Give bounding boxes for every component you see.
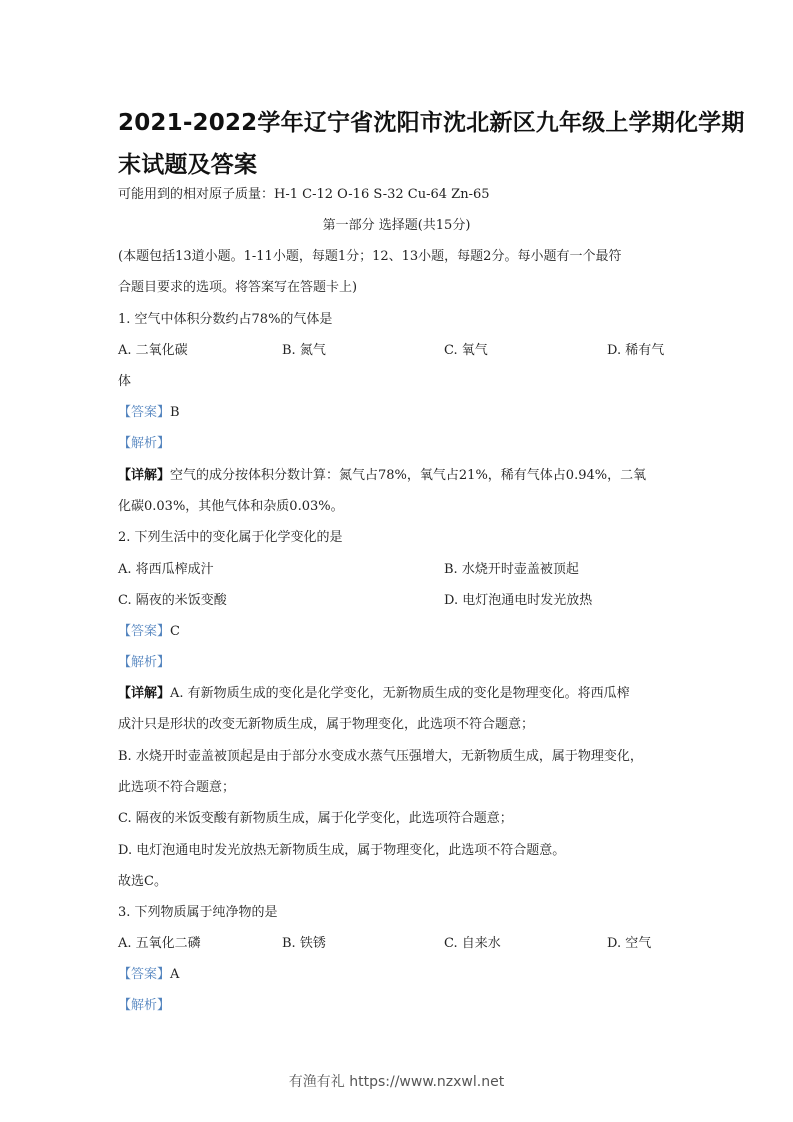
detail-tag: 【详解】 xyxy=(118,686,171,701)
question-1-option-a: A. 二氧化碳 xyxy=(118,343,188,358)
answer-tag: 【答案】 xyxy=(118,624,171,639)
question-2-option-d: D. 电灯泡通电时发光放热 xyxy=(444,593,593,608)
detail-text: A. 有新物质生成的变化是化学变化，无新物质生成的变化是物理变化。将西瓜榨 xyxy=(170,686,630,701)
footer-watermark: 有渔有礼 https://www.nzxwl.net xyxy=(288,1074,505,1090)
question-1-detail-line2: 化碳0.03%，其他气体和杂质0.03%。 xyxy=(118,499,344,514)
answer-value: C xyxy=(170,624,180,639)
document-title-line2: 末试题及答案 xyxy=(118,152,258,178)
question-2-detail-line2: 成汁只是形状的改变无新物质生成，属于物理变化，此选项不符合题意； xyxy=(118,717,535,732)
atomic-masses-note: 可能用到的相对原子质量：H-1 C-12 O-16 S-32 Cu-64 Zn-65 xyxy=(118,187,490,202)
question-2-option-c: C. 隔夜的米饭变酸 xyxy=(118,593,227,608)
detail-tag: 【详解】 xyxy=(118,468,171,483)
question-3-stem: 3. 下列物质属于纯净物的是 xyxy=(118,905,278,920)
question-3-answer xyxy=(118,967,179,983)
question-3-option-c: C. 自来水 xyxy=(444,936,501,951)
question-2-detail-line3: B. 水烧开时壶盖被顶起是由于部分水变成水蒸气压强增大，无新物质生成，属于物理变化， xyxy=(118,749,643,764)
analysis-tag: 【解析】 xyxy=(118,998,171,1013)
question-1-option-d: D. 稀有气 xyxy=(607,343,665,358)
answer-value: A xyxy=(170,967,180,982)
question-1-stem: 1. 空气中体积分数约占78%的气体是 xyxy=(118,312,333,327)
question-2-option-b: B. 水烧开时壶盖被顶起 xyxy=(444,562,579,577)
question-1-option-b: B. 氮气 xyxy=(282,343,326,358)
answer-tag: 【答案】 xyxy=(118,405,171,420)
question-2-stem: 2. 下列生活中的变化属于化学变化的是 xyxy=(118,530,343,545)
question-2-detail-line5: C. 隔夜的米饭变酸有新物质生成，属于化学变化，此选项符合题意； xyxy=(118,811,513,826)
question-2-option-a: A. 将西瓜榨成汁 xyxy=(118,562,214,577)
document-title-line1: 2021-2022学年辽宁省沈阳市沈北新区九年级上学期化学期 xyxy=(118,110,745,136)
analysis-tag: 【解析】 xyxy=(118,655,171,670)
question-2-analysis xyxy=(118,655,170,671)
question-2-detail-line6: D. 电灯泡通电时发光放热无新物质生成，属于物理变化，此选项不符合题意。 xyxy=(118,843,566,858)
question-2-answer xyxy=(118,624,180,640)
instructions-line1: (本题包括13道小题。1-11小题，每题1分；12、13小题，每题2分。每小题有一个最符 xyxy=(118,249,622,264)
answer-value: B xyxy=(170,405,180,420)
question-1-answer xyxy=(118,405,180,421)
question-2-detail-line7: 故选C。 xyxy=(118,874,167,889)
question-1-option-d-overflow: 体 xyxy=(118,374,132,389)
question-1-detail-line1 xyxy=(118,468,646,484)
question-3-analysis xyxy=(118,998,170,1014)
question-3-option-a: A. 五氧化二磷 xyxy=(118,936,201,951)
section-heading: 第一部分 选择题(共15分) xyxy=(322,218,471,233)
question-2-detail-line4: 此选项不符合题意； xyxy=(118,780,236,795)
question-3-option-d: D. 空气 xyxy=(607,936,652,951)
question-1-option-c: C. 氧气 xyxy=(444,343,488,358)
instructions-line2: 合题目要求的选项。将答案写在答题卡上) xyxy=(118,280,358,295)
question-1-analysis xyxy=(118,436,170,452)
detail-text: 空气的成分按体积分数计算：氮气占78%，氧气占21%，稀有气体占0.94%，二氧 xyxy=(170,468,647,483)
answer-tag: 【答案】 xyxy=(118,967,171,982)
question-3-option-b: B. 铁锈 xyxy=(282,936,326,951)
analysis-tag: 【解析】 xyxy=(118,436,171,451)
question-2-detail-line1 xyxy=(118,686,630,702)
